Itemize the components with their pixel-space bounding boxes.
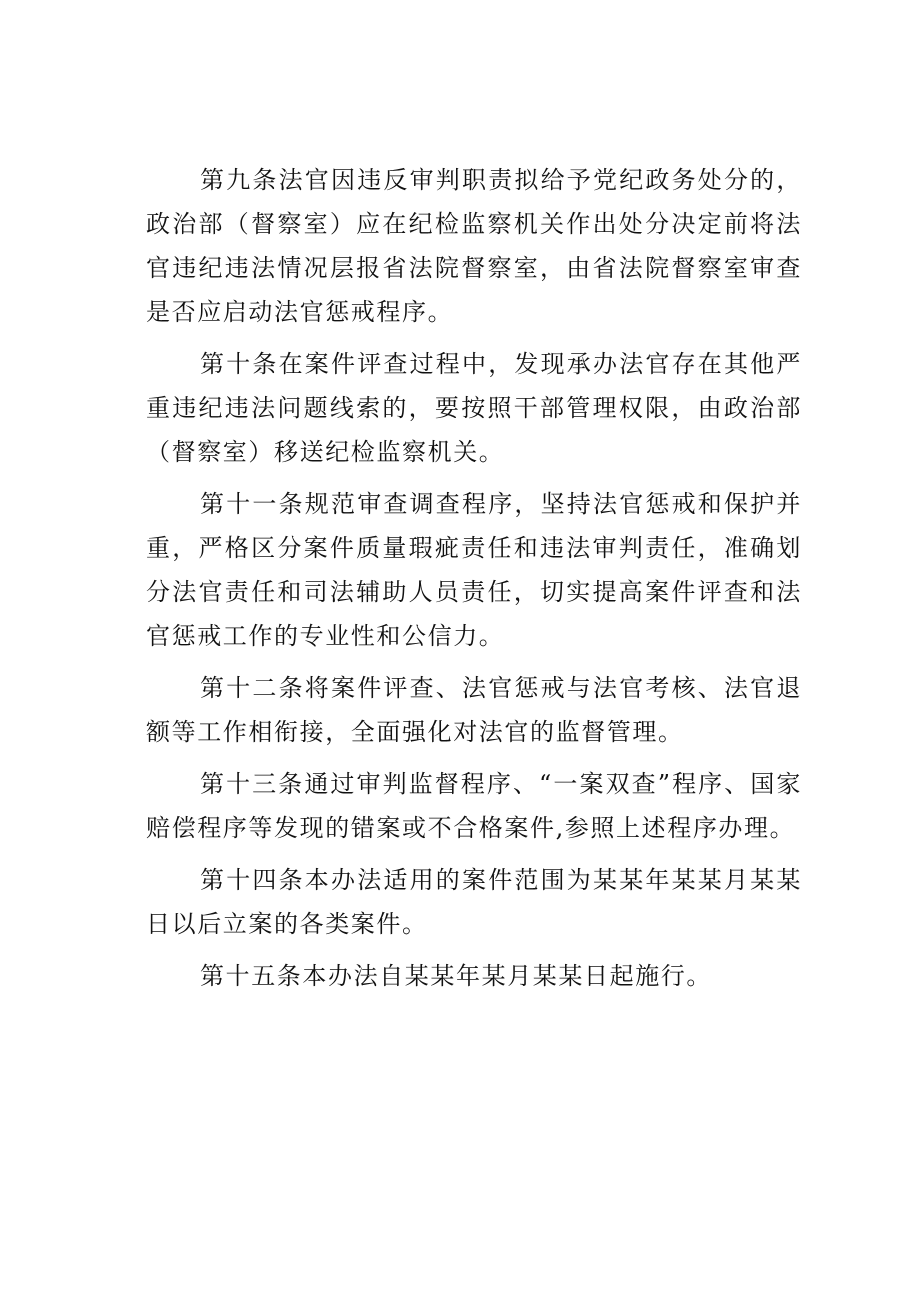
document-body xyxy=(146,158,802,1006)
article-15-paragraph: 第十五条本办法自某某年某月某某日起施行。 xyxy=(200,962,712,990)
article-9-paragraph: 第九条法官因违反审判职责拟给予党纪政务处分的，政治部（督察室）应在纪检监察机关作出处分决定前将法官违纪违法情况层报省法院督察室，由省法院督察室审查是否应启动法官惩戒程序。 xyxy=(146,166,802,326)
article-12-paragraph: 第十二条将案件评查、法官惩戒与法官考核、法官退额等工作相衔接，全面强化对法官的监督管理。 xyxy=(146,674,802,746)
article-13-paragraph: 第十三条通过审判监督程序、“一案双查”程序、国家赔偿程序等发现的错案或不合格案件,参照上述程序办理。 xyxy=(146,770,802,842)
article-11-paragraph: 第十一条规范审查调查程序，坚持法官惩戒和保护并重，严格区分案件质量瑕疵责任和违法审判责任，准确划分法官责任和司法辅助人员责任，切实提高案件评查和法官惩戒工作的专业性和公信力。 xyxy=(146,490,802,650)
article-14-paragraph: 第十四条本办法适用的案件范围为某某年某某月某某日以后立案的各类案件。 xyxy=(146,866,802,938)
article-10-paragraph: 第十条在案件评查过程中，发现承办法官存在其他严重违纪违法问题线索的，要按照干部管理权限，由政治部（督察室）移送纪检监察机关。 xyxy=(146,350,802,466)
